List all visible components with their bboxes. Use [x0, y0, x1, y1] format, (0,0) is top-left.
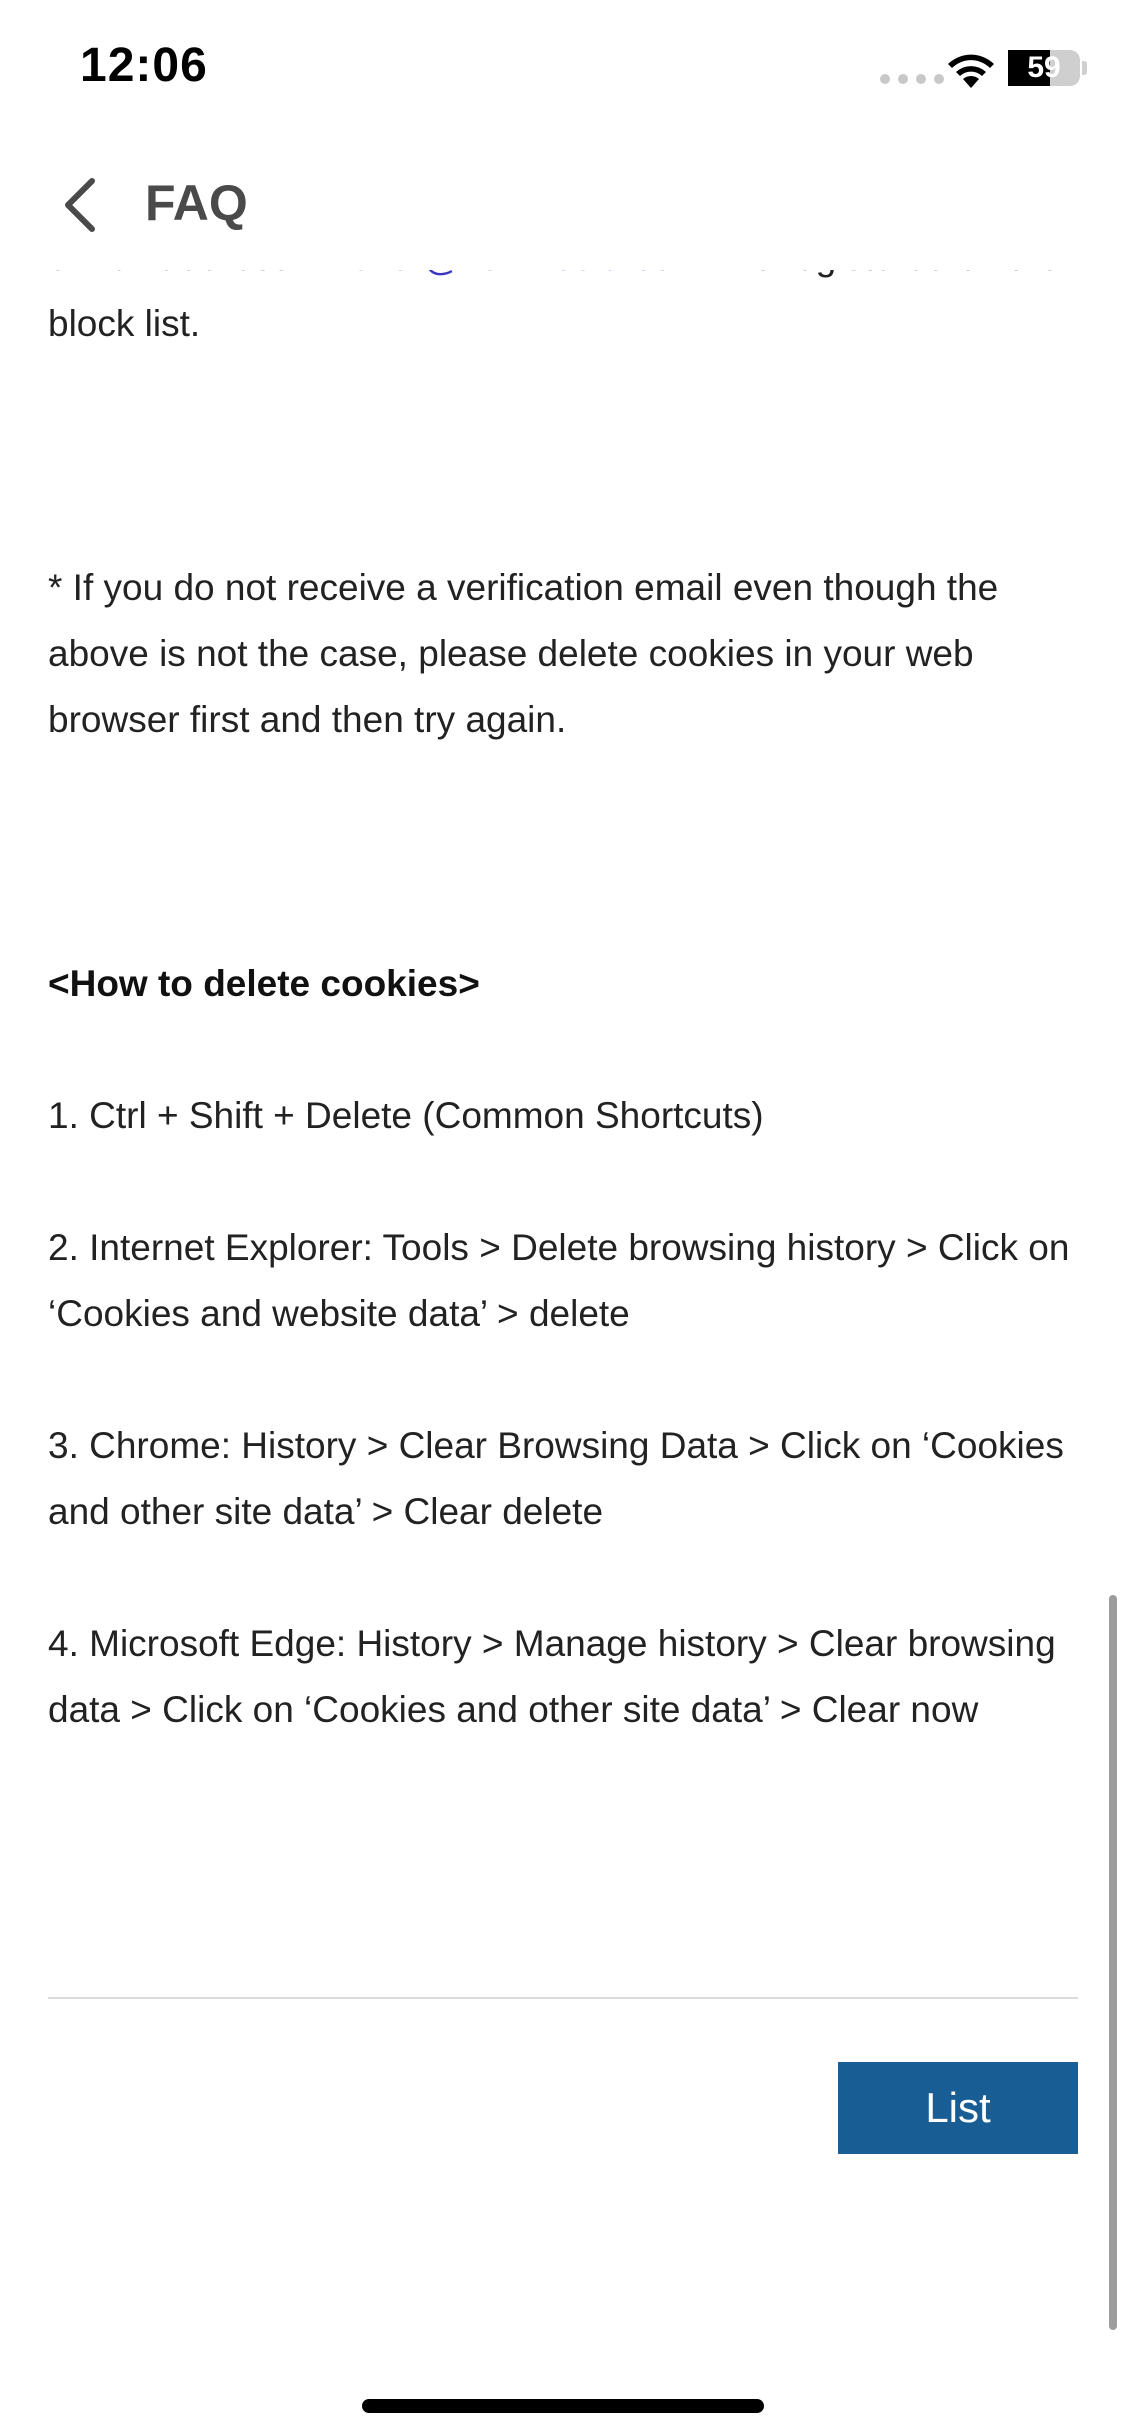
faq-answer-body	[48, 225, 1078, 1743]
wifi-icon	[945, 50, 997, 90]
battery-icon	[1008, 50, 1080, 86]
back-button[interactable]	[40, 165, 120, 245]
app-header	[0, 140, 1125, 270]
scrollbar-thumb[interactable]	[1109, 1595, 1117, 2330]
status-time: 12:06	[80, 39, 208, 92]
step-item: 4. Microsoft Edge: History > Manage history > Clear browsing data > Click on ‘Cookies and other site data’ > Clear now	[48, 1623, 1056, 1730]
home-indicator	[362, 2399, 764, 2413]
chevron-left-icon	[60, 175, 100, 235]
list-button[interactable]: List	[838, 2062, 1078, 2154]
faq-answer-content	[48, 270, 1078, 2020]
battery-tip	[1082, 61, 1087, 75]
step-item: 1. Ctrl + Shift + Delete (Common Shortcuts)	[48, 1095, 764, 1136]
divider	[48, 1997, 1078, 1999]
status-bar	[0, 0, 1125, 140]
cookies-heading: <How to delete cookies>	[48, 963, 480, 1004]
signal-dots-icon	[880, 74, 944, 84]
page-title: FAQ	[145, 175, 248, 231]
intro-suffix: block list.	[48, 303, 201, 344]
step-item: 3. Chrome: History > Clear Browsing Data > Click on ‘Cookies and other site data’ > Clear delete	[48, 1425, 1064, 1532]
note-paragraph: * If you do not receive a verification email even though the above is not the case, please delete cookies in your web browser first and then try again.	[48, 567, 999, 740]
battery-level: 59	[1027, 51, 1061, 84]
step-item: 2. Internet Explorer: Tools > Delete browsing history > Click on ‘Cookies and website data’ > delete	[48, 1227, 1070, 1334]
